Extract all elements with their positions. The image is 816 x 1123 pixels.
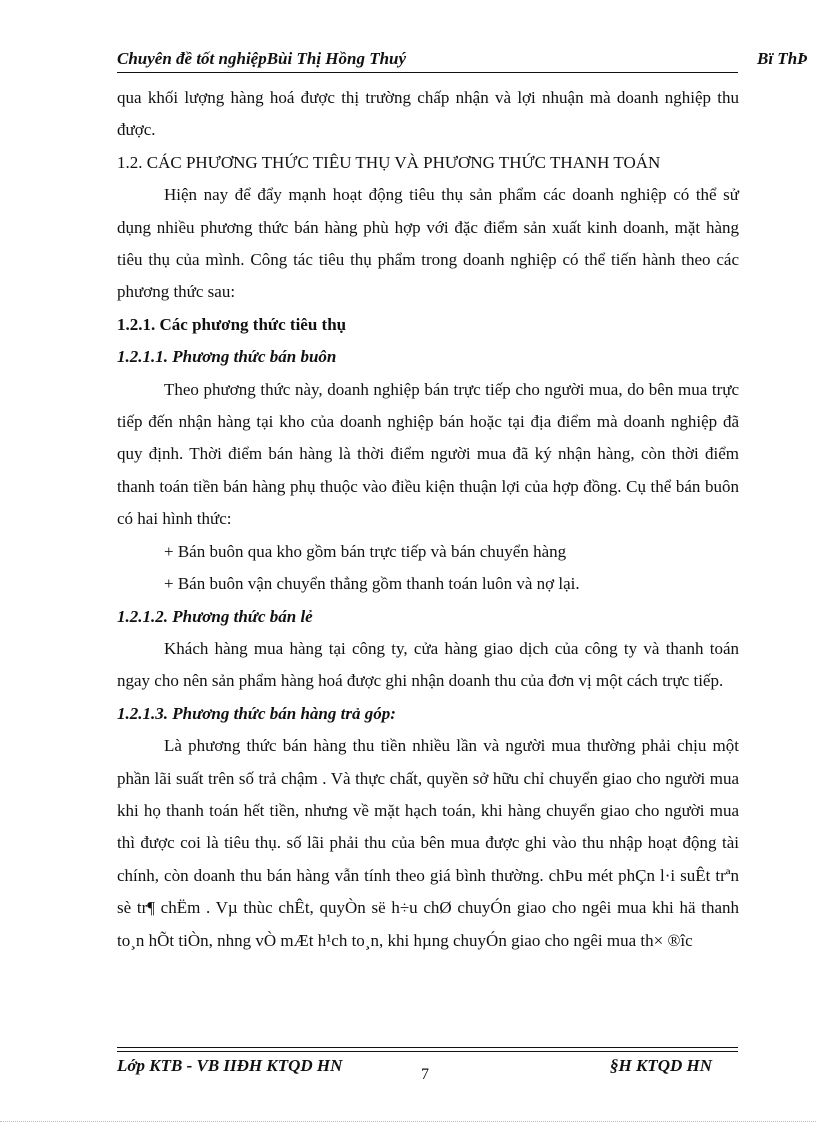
page-edge <box>0 1121 816 1122</box>
section-heading-1-2: 1.2. CÁC PHƯƠNG THỨC TIÊU THỤ VÀ PHƯƠNG THỨC THANH TOÁN <box>117 152 661 172</box>
paragraph-continued: qua khối lượng hàng hoá được thị trường chấp nhận và lợi nhuận mà doanh nghiệp thu được. <box>117 88 739 140</box>
section-heading-1-2-1-3: 1.2.1.3. Phương thức bán hàng trả góp: <box>117 703 396 723</box>
section-heading-1-2-1-1: 1.2.1.1. Phương thức bán buôn <box>117 347 337 367</box>
footer-university-label: §H KTQD HN <box>610 1056 712 1075</box>
header-title: Chuyên đề tốt nghiệpBùi Thị Hồng Thuý <box>117 49 407 68</box>
list-item: + Bán buôn vận chuyển thẳng gồm thanh toán luôn và nợ lại. <box>164 574 580 594</box>
section-heading-1-2-1-2: 1.2.1.2. Phương thức bán lẻ <box>117 606 313 626</box>
page-number: 7 <box>421 1066 429 1083</box>
paragraph-wholesale: Theo phương thức này, doanh nghiệp bán trực tiếp cho người mua, do bên mua trực tiếp đến nhận hàng tại kho của doanh nghiệp bán hoặc tại địa điểm mà doanh nghiệp đã quy định. Thời điểm bán hàng là thời điểm người mua đã ký nhận hàng, còn thời điểm thanh toán tiền bán hàng phụ thuộc vào điều kiện thuận lợi của hợp đồng. Cụ thể bán buôn có hai hình thức: <box>117 379 739 529</box>
paragraph-retail: Khách hàng mua hàng tại công ty, cửa hàng giao dịch của công ty và thanh toán ngay cho nên sản phẩm hàng hoá được ghi nhận doanh thu của đơn vị một cách trực tiếp. <box>117 638 739 691</box>
paragraph-installment: Là phương thức bán hàng thu tiền nhiều lần và người mua thường phải chịu một phần lãi suất trên số trả chậm . Và thực chất, quyền sở hữu chỉ chuyển giao cho người mua khi họ thanh toán hết tiền, nhưng về mặt hạch toán, khi hàng chuyển giao cho người mua thì được coi là tiêu thụ. số lãi phải thu của bên mua được ghi vào thu nhập hoạt động tài chính, còn doanh thu bán hàng vẫn tính theo giá bình thường. chÞu mét phÇn l·i suÊt trªn sè tr¶ chËm . Vµ thùc chÊt, quyÒn së h÷u chØ chuyÓn giao cho ngêi mua khi hä thanh to¸n hÕt tiÒn, nhng vÒ mÆt h¹ch to¸n, khi hµng chuyÓn giao cho ngêi mua th× ®îc <box>117 736 739 950</box>
footer-rule <box>117 1051 738 1052</box>
footer-rule <box>117 1047 738 1048</box>
header-rule <box>117 72 738 73</box>
header-author-cutoff: Bï ThÞ <box>757 49 808 68</box>
paragraph-intro: Hiện nay để đẩy mạnh hoạt động tiêu thụ sản phẩm các doanh nghiệp có thể sử dụng nhiều phương thức bán hàng phù hợp với đặc điểm sản xuất kinh doanh, mặt hàng tiêu thụ của mình. Công tác tiêu thụ phẩm trong doanh nghiệp có thể tiến hành theo các phương thức sau: <box>117 185 739 302</box>
footer-class-label: Lớp KTB - VB IIĐH KTQD HN <box>117 1056 343 1075</box>
body-text <box>117 82 739 957</box>
section-heading-1-2-1: 1.2.1. Các phương thức tiêu thụ <box>117 314 347 334</box>
list-item: + Bán buôn qua kho gồm bán trực tiếp và bán chuyển hàng <box>164 541 567 561</box>
